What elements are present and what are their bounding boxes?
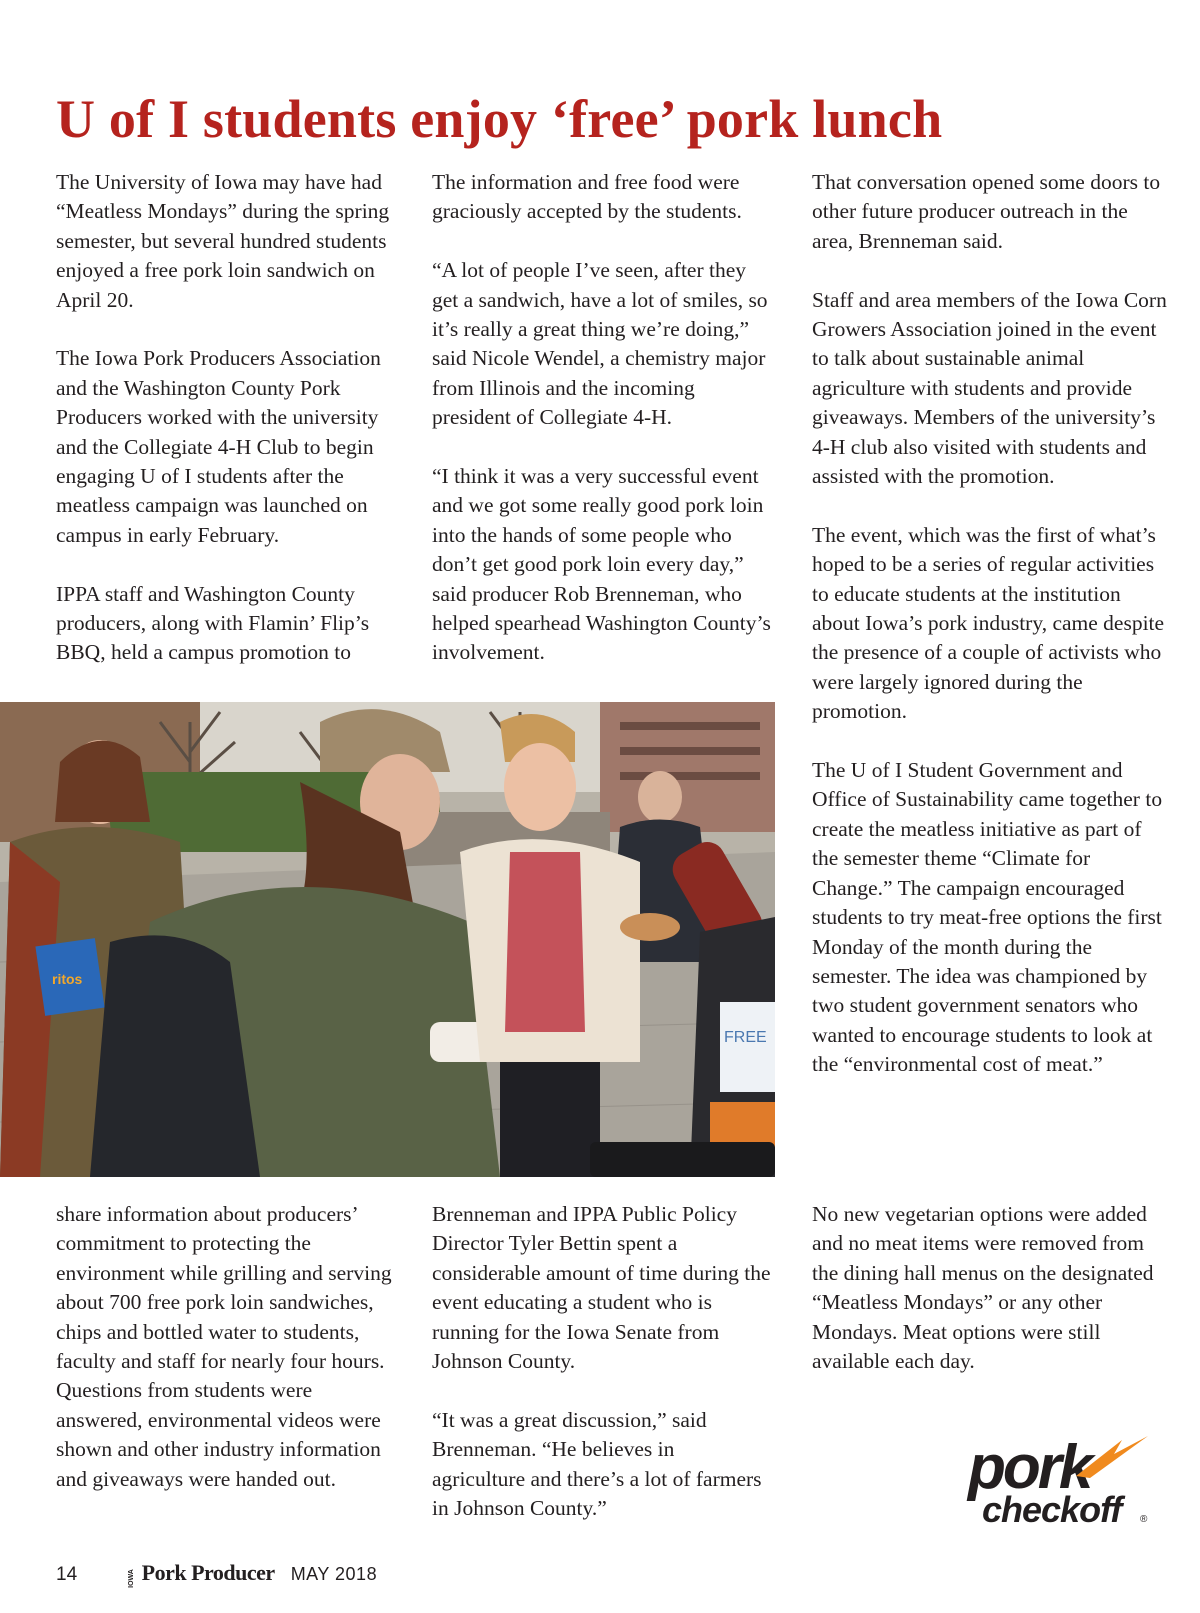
- publication-name: Pork Producer: [141, 1560, 275, 1585]
- paragraph: Brenneman and IPPA Public Policy Director Tyler Bettin spent a considerable amount of time during the event educating a student who is running for the Iowa Senate from Johnson County.: [432, 1202, 771, 1374]
- event-photo: [0, 702, 775, 1177]
- pork-checkoff-logo: [964, 1432, 1154, 1532]
- pork-checkoff-logo-mark: [964, 1432, 1154, 1532]
- paragraph: “A lot of people I’ve seen, after they get a sandwich, have a lot of smiles, so it’s really a great thing we’re doing,” said Nicole Wendel, a chemistry major from Illinois and the incoming president of Collegiate 4-H.: [432, 258, 768, 430]
- logo-word-checkoff: checkoff: [982, 1489, 1122, 1530]
- column-1-bottom: [56, 1200, 396, 1494]
- logo-word-pork: pork: [968, 1433, 1091, 1502]
- chip-bag-label: ritos: [52, 971, 83, 987]
- paragraph: The Iowa Pork Producers Association and the Washington County Pork Producers worked with the university and the Collegiate 4-H Club to begin engaging U of I students after the meatless campaign was launched on campus in early February.: [56, 346, 381, 547]
- column-3-bottom: [812, 1200, 1168, 1376]
- column-3-top: [812, 168, 1168, 1080]
- page-footer: [56, 1560, 377, 1586]
- paragraph: Staff and area members of the Iowa Corn Growers Association joined in the event to talk about sustainable animal agriculture with students and provide giveaways. Members of the university’s 4-H club also visited with students and assisted with the promotion.: [812, 287, 1167, 489]
- column-1-top: [56, 168, 396, 668]
- logo-registered-mark: ®: [1140, 1514, 1148, 1525]
- paragraph: The event, which was the first of what’s hoped to be a series of regular activities to educate students at the institution about Iowa’s pork industry, came despite the presence of a couple of activists who were largely ignored during the promotion.: [812, 522, 1165, 724]
- paragraph: The U of I Student Government and Office of Sustainability came together to create the meatless initiative as part of the semester theme “Climate for Change.” The campaign encouraged students to try meat-free options the first Monday of the month during the semester. The idea was championed by two student government senators who wanted to encourage students to look at the “environmental cost of meat.”: [812, 758, 1163, 1077]
- paragraph: share information about producers’ commitment to protecting the environment while grilling and serving about 700 free pork loin sandwiches, chips and bottled water to students, faculty and staff for nearly four hours. Questions from students were answered, environmental videos were shown and other industry information and giveaways were handed out.: [56, 1202, 392, 1491]
- page-number: 14: [56, 1564, 78, 1585]
- paragraph: No new vegetarian options were added and no meat items were removed from the dining hall menus on the designated “Meatless Mondays” or any other Mondays. Meat options were still available each day.: [812, 1202, 1154, 1374]
- publication-prefix: IOWA: [127, 1569, 135, 1588]
- headline: U of I students enjoy ‘free’ pork lunch: [56, 89, 943, 149]
- paragraph: The information and free food were graciously accepted by the students.: [432, 170, 742, 224]
- paragraph: “It was a great discussion,” said Brenneman. “He believes in agriculture and there’s a lot of farmers in Johnson County.”: [432, 1407, 762, 1521]
- photo-illustration: [0, 702, 775, 1177]
- paragraph: “I think it was a very successful event and we got some really good pork loin into the hands of some people who don’t get good pork loin every day,” said producer Rob Brenneman, who helped spearhead Washington County’s involvement.: [432, 464, 771, 665]
- issue-date: MAY 2018: [290, 1564, 378, 1584]
- paragraph: The University of Iowa may have had “Meatless Mondays” during the spring semester, but several hundred students enjoyed a free pork loin sandwich on April 20.: [56, 170, 390, 312]
- free-sign-text: FREE: [724, 1029, 767, 1046]
- paragraph: IPPA staff and Washington County producers, along with Flamin’ Flip’s BBQ, held a campus promotion to: [56, 581, 370, 665]
- column-2-bottom: [432, 1200, 772, 1523]
- paragraph: That conversation opened some doors to other future producer outreach in the area, Brenneman said.: [812, 170, 1161, 253]
- column-2-top: [432, 168, 772, 668]
